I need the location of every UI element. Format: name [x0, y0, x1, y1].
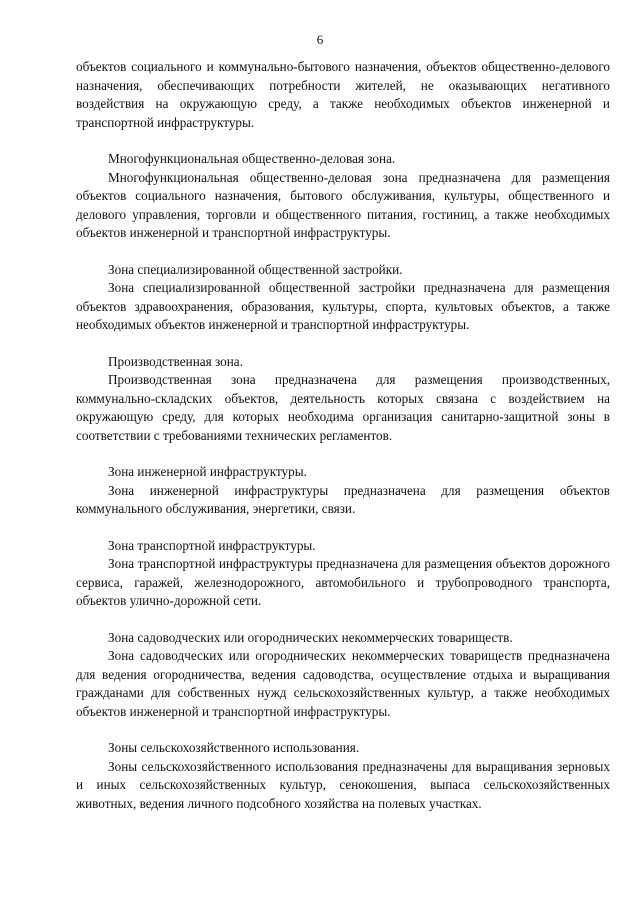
page-number: 6: [316, 32, 324, 47]
intro-paragraph: объектов социального и коммунально-бытового назначения, объектов общественно-делового назначения, обеспечивающих потребности жителей, не оказывающих негативного воздействия на окружающую среду, а также необходимых объектов инженерной и транспортной инфраструктуры.: [76, 59, 610, 130]
section-paragraph: Производственная зона предназначена для размещения производственных, коммунально-складских объектов, деятельность которых связана с воздействием на окружающую среду, для которых необходима организация санитарно-защитной зоны в соответствии с требованиями технических регламентов.: [76, 372, 610, 443]
section-heading: Зоны сельскохозяйственного использования.: [108, 740, 360, 755]
section-heading: Зона инженерной инфраструктуры.: [108, 464, 307, 479]
section-heading: Зона садоводческих или огороднических некоммерческих товариществ.: [108, 629, 513, 645]
section-paragraph: Зона транспортной инфраструктуры предназначена для размещения объектов дорожного сервиса, гаражей, железнодорожного, автомобильного и трубопроводного транспорта, объектов улично-дорожной сети.: [76, 556, 610, 608]
section-heading: Зона специализированной общественной застройки.: [108, 261, 403, 277]
section-paragraph: Зона специализированной общественной застройки предназначена для размещения объектов здравоохранения, образования, культуры, спорта, культовых объектов, а также необходимых объектов инженерной и транспортной инфраструктуры.: [76, 280, 610, 332]
section-paragraph: Зона садоводческих или огороднических некоммерческих товариществ предназначена для ведения огородничества, ведения садоводства, осуществление отдыха и выращивания гражданами для собственных нужд сельскохозяйственных культур, а также необходимых объектов инженерной и транспортной инфраструктуры.: [76, 648, 610, 719]
document-body: [76, 58, 610, 813]
section-paragraph: Зона инженерной инфраструктуры предназначена для размещения объектов коммунального обслуживания, энергетики, связи.: [76, 482, 610, 516]
section-heading: Производственная зона.: [108, 353, 243, 369]
section-paragraph: Многофункциональная общественно-деловая зона предназначена для размещения объектов социального назначения, бытового обслуживания, культуры, общественного и делового управления, торговли и общественного питания, гостиниц, а также необходимых объектов инженерной и транспортной инфраструктуры.: [76, 169, 610, 240]
section-paragraph: Зоны сельскохозяйственного использования предназначены для выращивания зерновых и иных сельскохозяйственных культур, сенокошения, выпаса сельскохозяйственных животных, ведения личного подсобного хозяйства на полевых участках.: [76, 758, 610, 811]
section-heading: Многофункциональная общественно-деловая зона.: [108, 151, 396, 166]
section-heading: Зона транспортной инфраструктуры.: [108, 537, 316, 553]
